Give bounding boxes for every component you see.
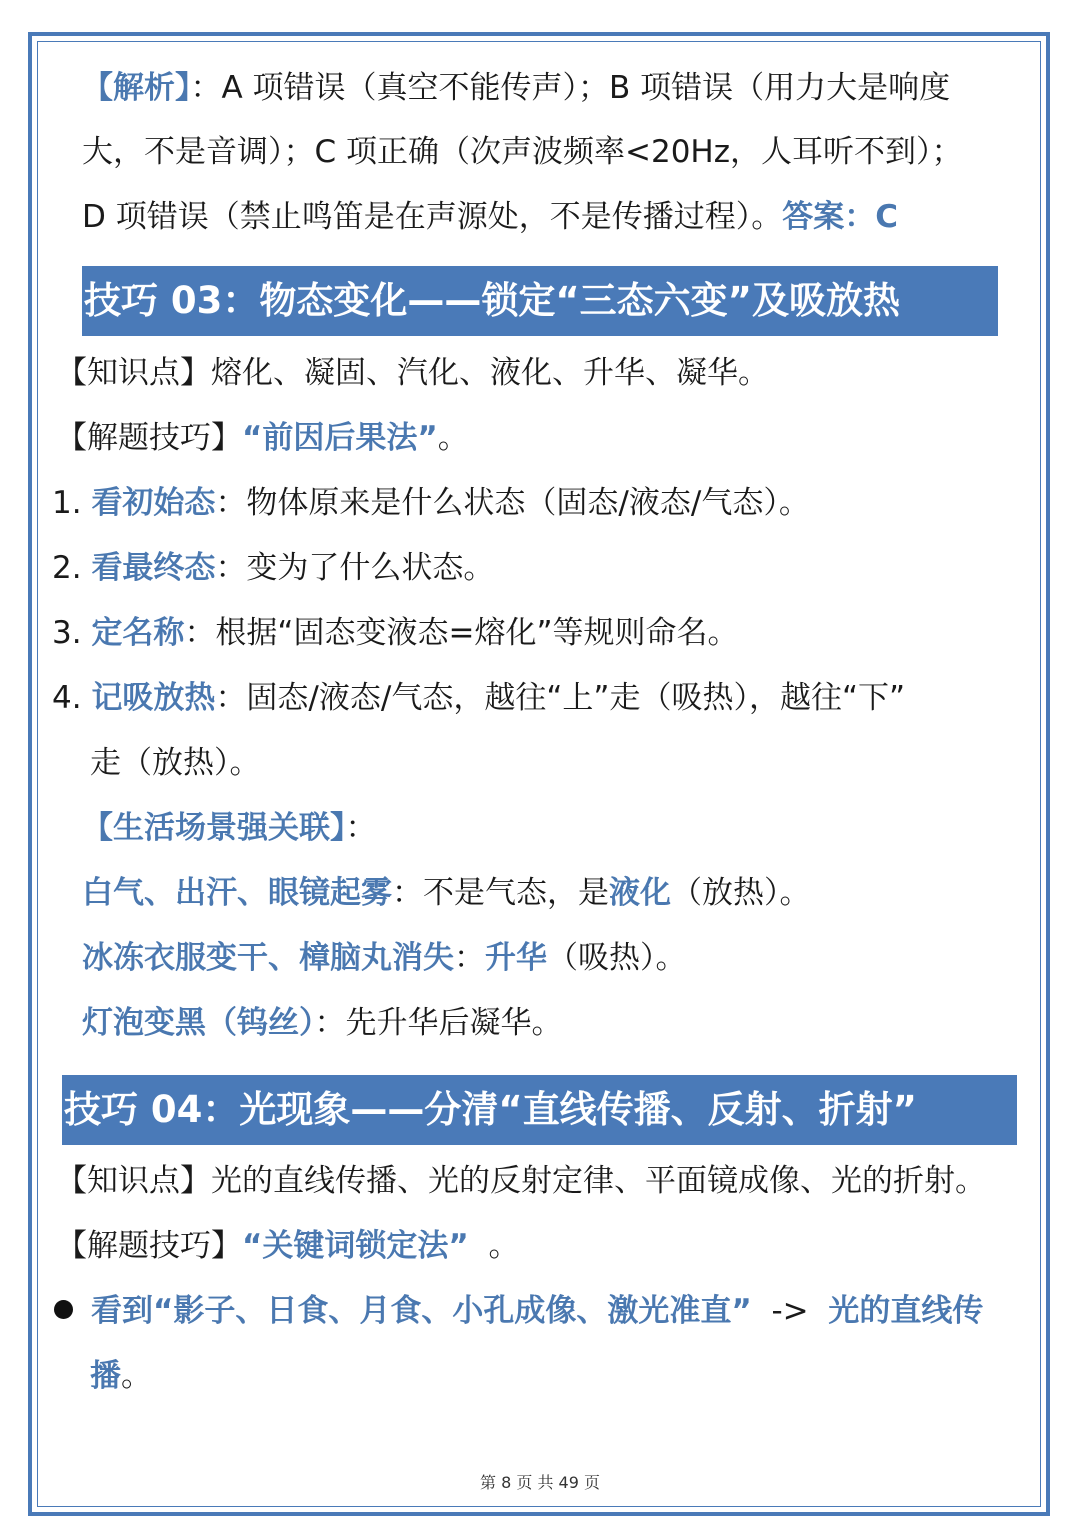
step-text: ：变为了什么状态。: [215, 550, 495, 586]
method-name: “前因后果法”: [242, 420, 438, 456]
bullet-item-continued: [90, 1356, 152, 1396]
explanation-label: 【解析】: [82, 70, 191, 106]
step-number: 3.: [52, 615, 92, 651]
step-4-continued: [90, 743, 261, 783]
explanation-text-3: D 项错误（禁止鸣笛是在声源处，不是传播过程）。: [82, 199, 783, 235]
bullet-arrow: ->: [771, 1293, 809, 1329]
step-key: 定名称: [91, 615, 185, 651]
bullet-result-cont: 播: [90, 1358, 121, 1394]
life-item-2: [82, 938, 687, 978]
method-end: 。: [488, 1228, 520, 1264]
section-04-knowledge: [56, 1161, 986, 1201]
life-key2: 升华: [485, 940, 547, 976]
life-text2: （吸热）。: [547, 940, 687, 976]
answer: 答案：C: [782, 199, 898, 235]
life-text2: （放热）。: [671, 875, 811, 911]
life-text: ：: [454, 940, 485, 976]
method-label: 【解题技巧】: [56, 1228, 242, 1264]
life-colon: ：: [345, 810, 377, 846]
explanation-line-3: [82, 197, 898, 237]
step-key: 记吸放热: [91, 680, 216, 716]
life-key: 白气、出汗、眼镜起雾: [82, 875, 392, 911]
section-04-title: 技巧 04：光现象——分清“直线传播、反射、折射”: [62, 1075, 1017, 1145]
explanation-text-2: 大，不是音调）；C 项正确（次声波频率<20Hz，人耳听不到）；: [82, 134, 963, 170]
bullet-end: 。: [121, 1358, 152, 1394]
explanation-text-1: ：A 项错误（真空不能传声）；B 项错误（用力大是响度: [190, 70, 951, 106]
knowledge-text: 熔化、凝固、汽化、液化、升华、凝华。: [211, 355, 769, 391]
life-item-3: [82, 1003, 563, 1043]
step-3: [52, 613, 739, 653]
method-end: 。: [437, 420, 469, 456]
life-key: 冰冻衣服变干、樟脑丸消失: [82, 940, 454, 976]
step-number: 2.: [52, 550, 92, 586]
explanation-line-2: [82, 132, 963, 172]
life-key2: 液化: [609, 875, 671, 911]
life-text: ：不是气态，是: [392, 875, 609, 911]
step-text: ：根据“固态变液态=熔化”等规则命名。: [184, 615, 739, 651]
step-key: 看初始态: [91, 485, 216, 521]
step-1: [52, 483, 810, 523]
page-footer: 第 8 页 共 49 页: [480, 1473, 600, 1492]
step-4: [52, 678, 905, 718]
explanation-line-1: [82, 68, 950, 108]
knowledge-label: 【知识点】: [56, 1163, 211, 1199]
bullet-item: [54, 1291, 983, 1331]
life-label: 【生活场景强关联】: [82, 810, 346, 846]
bullet-key: 看到“影子、日食、月食、小孔成像、激光准直”: [91, 1293, 752, 1329]
bullet-result: 光的直线传: [828, 1293, 984, 1329]
method-name: “关键词锁定法”: [242, 1228, 469, 1264]
step-number: 4.: [52, 680, 92, 716]
section-03-title: 技巧 03：物态变化——锁定“三态六变”及吸放热: [82, 266, 998, 336]
bullet-dot-icon: [54, 1300, 73, 1319]
knowledge-text: 光的直线传播、光的反射定律、平面镜成像、光的折射。: [211, 1163, 986, 1199]
step-key: 看最终态: [91, 550, 216, 586]
knowledge-label: 【知识点】: [56, 355, 211, 391]
section-03-knowledge: [56, 353, 769, 393]
step-2: [52, 548, 494, 588]
life-heading: [82, 808, 377, 848]
life-item-1: [82, 873, 811, 913]
step-text: 走（放热）。: [90, 745, 261, 781]
life-key: 灯泡变黑（钨丝）: [82, 1005, 315, 1041]
step-text: ：物体原来是什么状态（固态/液态/气态）。: [215, 485, 810, 521]
section-03-method: [56, 418, 469, 458]
life-text: ：先升华后凝华。: [314, 1005, 563, 1041]
step-number: 1.: [52, 485, 92, 521]
step-text: ：固态/液态/气态，越往“上”走（吸热），越往“下”: [215, 680, 906, 716]
method-label: 【解题技巧】: [56, 420, 242, 456]
section-04-method: [56, 1226, 519, 1266]
